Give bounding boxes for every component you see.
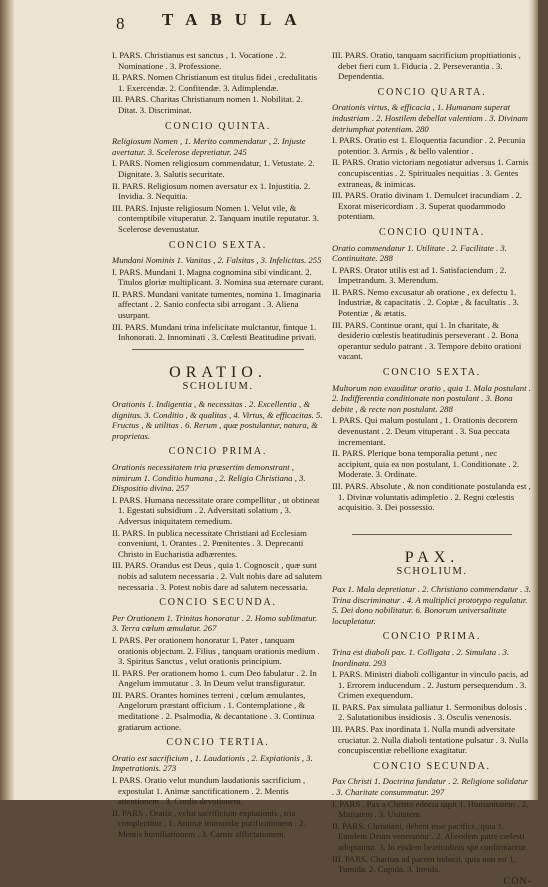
section-entry: I. PARS. Per orationem honoratur 1. Pater , tanquam orationis objectum. 2. Filius , tanquam orationis medium . 3. Spiritus Sanctus , velut orationis principium. [112,634,320,667]
concio-summary: Pax 1. Mala depretiatur . 2. Christiano commendatur . 3. Trina discriminatur . 4. A multiplici prototypo regulatur. 5. Dei dono nobilitatur. 6. Bonorum universalitate locupletatur. [332,583,531,626]
section-entry: III. PARS. Charitas Christianum nomen 1. Nobilitat. 2. Ditat. 3. Discriminat. [112,94,303,115]
concio-heading: CONCIO PRIMA. [168,446,268,458]
section-entry: III. PARS. Pax inordinata 1. Nulla mundi adversitate cruciatur. 2. Nulla diaboli tentatione pulsatur . 3. Nulla concupiscentiæ rebellione exagitatur. [332,724,529,756]
divider-rule [132,349,304,350]
scholium-heading: SCHOLIUM. [182,381,254,393]
concio-summary: Orationis virtus, & efficacia , 1. Humanam superat industriam . 2. Hostilem debellat valentiam . 3. Divinam detriumphat potentiam. 280 [332,102,528,134]
section-entry: I. PARS. Nomen religiosum commendatur, 1. Vetustate. 2. Dignitate. 3. Salutis securitate. [112,158,315,179]
right-column [332,50,532,887]
concio-summary: Orationis 1. Indigentia , & necessitas . 2. Excellentia , & dignitas. 3. Conditio , & qualitas , 4. Virtus, & efficacitas. 5. Fructus , & utilitas . 6. Rerum , quæ postulantur, natura, & proprietas. [112,399,323,441]
concio-summary: Pax Christi 1. Doctrina fundatur . 2. Religione solidatur . 3. Charitate consummatur. 297 [332,776,529,798]
section-title: PAX. [404,548,460,566]
concio-summary: Oratio est sacrificium , 1. Laudationis , 2. Expiationis , 3. Impetrationis. 273 [112,752,313,774]
section-entry: I. PARS. Oratio est 1. Eloquentia facundior . 2. Pecunia potentior. 3. Armis , & bello valentior . [332,135,526,156]
concio-heading: CONCIO QUINTA. [378,226,486,238]
concio-heading: CONCIO SEXTA. [168,239,268,251]
section-entry: II. PARS. In publica necessitate Christiani ad Ecclesiam conveniunt, 1. Orantes . 2. Pœnitentes . 3. Deprecanti Christo in Eucharistia adhærentes. [112,527,307,559]
section-entry: I. PARS. Ministri diaboli colligantur in vinculo pacis, ad 1. Errorem inducendum . 2. Justum persequendum . 3. Crimen exequendum. [332,669,529,701]
divider-rule [352,534,512,535]
concio-heading: CONCIO QUINTA. [164,120,272,132]
section-entry: II. PARS. Pax simulata palliatur 1. Sermonibus dolosis . 2. Salutationibus insidiosis . 3. Osculis venenosis. [332,701,527,723]
concio-summary: Trina est diaboli pax. 1. Colligata . 2. Simulata . 3. Inordinata. 293 [332,646,510,668]
section-entry: I. PARS . Pax a Christo edocta sapit 1. Humanitatem . 2. Mititatem . 3. Unitatem. [332,798,529,820]
concio-heading: CONCIO SEXTA. [382,367,482,379]
section-entry: II. PARS. Christiani, debent esse pacifici , quia 1. Eundem Deum venerantur . 2. Abeodem patre cœlesti adoptantur. 3. In eisdem beatitudinis spe confirmantur. [332,820,528,852]
section-entry: III. PARS. Charitas ad pacem inducit, quia non est 1. Tumida. 2. Cupida. 3. Invida. [332,853,516,875]
concio-heading: CONCIO SECUNDA. [159,597,277,609]
concio-summary: Mundani Nominis 1. Vanitas , 2. Falsitas , 3. Infelicitas. 255 [112,255,322,266]
page-header [102,6,512,34]
concio-heading: CONCIO PRIMA. [382,631,482,643]
section-entry: II. PARS. Mundani vanitate tumentes, nomina 1. Imaginaria affectant . 2. Sanio confecta sibi arrogant . 3. Aliena usurpant. [112,288,321,321]
running-title: TABULA [162,10,310,29]
book-gutter [0,0,14,800]
section-entry: I. PARS. Oratio velut mundum laudationis sacrificium , expostulat 1. Animæ sanctificationem . 2. Mentis attentionem . 3. Cordis devotionem. [112,775,306,807]
section-entry: I. PARS. Humana necessitate orare compellitur , ut obtineat 1. Egestati subsidium . 2. Adversitati solatium , 3. Adversus iniquitatem remedium. [112,494,320,526]
concio-summary: Orationis necessitatem tria præsertim demonstrant , nimirum 1. Conditio humana , 2. Religio Christiana , 3. Dispositio divina. 257 [112,462,306,494]
section-entry: III. PARS. Mundani trina infelicitate mulctantur, fintque 1. Inhonorati. 2. Innominati . 3. Cœlesti Beatitudine privati. [112,321,317,343]
section-entry: III. PARS. Oratio divinam 1. Demulcet iracundiam . 2. Exorat misericordiam . 3. Superat quodammodo potentiam. [332,190,523,222]
section-entry: II. PARS. Oratio victoriam negotiatur adversus 1. Carnis concupiscentias . 2. Spirituales nequitias . 3. Gentes extraneas, & inimicas. [332,157,529,189]
section-entry: III. PARS. Orantes homines terreni , cœlum æmulantes, Angelorum præstant officium . 1. Contemplatione , & meditatione . 2. Psalmodia, & decantatione . 3. Continua gratiarum actione. [112,689,315,732]
concio-heading: CONCIO TERTIA. [166,737,270,749]
concio-heading: CONCIO SECUNDA. [373,760,491,772]
concio-summary: Multorum non exauditur oratio , quia 1. Mala postulant . 2. Indifferentia conditionate non postulant . 3. Bona debite , & recte non postulant. 288 [332,382,531,414]
section-entry: I. PARS. Qui malum postulant , 1. Orationis decorem devenustant . 2. Deum vituperant . 3. Sua peccata incrementant. [332,415,518,447]
left-column [112,50,324,841]
spacer [332,514,532,528]
section-entry: II. PARS. Religiosum nomen aversatur ex 1. Injustitia. 2. Invidia. 3. Nequitia. [112,180,311,202]
section-entry: I. PARS. Mundani 1. Magna cognomina sibi vindicant. 2. Titulos gloriæ multiplicant. 3. Nomina sua æternare curant. [112,266,324,288]
catchword: CON- [503,875,532,887]
section-entry: II. PARS. Nomen Christianum est titulus fidei , credulitatis 1. Exercendæ. 2. Confitendæ. 3. Adimplendæ. [112,72,318,93]
section-entry: I. PARS. Orator utilis est ad 1. Satisfaciendum . 2. Impetrandum. 3. Merendum. [332,264,507,286]
concio-summary: Religiosum Nomen , 1. Merito commendatur , 2. Injuste avertatur. 3. Scelerose depretiatur. 245 [112,136,306,157]
concio-heading: CONCIO QUARTA. [377,86,487,98]
section-entry: III. PARS. Continue orant, qui 1. In charitate, & desiderio cœlestis beatitudinis perseverant . 2. Bona operantur sedulo patrant . 3. Tempore debito orationi vacant. [332,319,522,362]
section-entry: II. PARS . Oratio , velut sacrificium expiationis , tria complectitur , 1. Animæ immundæ purificationem . 2. Mentis humiliationem . 3. Carnis afflictationem. [112,807,306,839]
section-entry: III. PARS. Oratio, tanquam sacrificium propitiationis , debet fieri cum 1. Fiducia . 2. Perseverantia . 3. Dependentia. [332,50,521,82]
page-number: 8 [116,14,125,33]
section-entry: II. PARS. Nemo excusatur ab oratione , ex defectu 1. Industriæ, & capacitatis . 2. Copiæ , & facultatis . 3. Potentiæ , & ætatis. [332,286,519,319]
concio-summary: Oratio commendatur 1. Utilitate . 2. Facilitate . 3. Continuitate. 288 [332,242,507,264]
section-entry: III. PARS. Absolute , & non conditionate postulanda est , 1. Divinæ voluntatis adimpletio . 2. Regni cœlestis acquisitio. 3. Dei possessio. [332,480,531,513]
scholium-heading: SCHOLIUM. [396,566,468,578]
section-entry: II. PARS. Plerique bona temporalia petunt , nec accipiunt, quia ea non postulant, 1. Conditionate . 2. Moderate. 3. Ordinate. [332,448,520,480]
concio-summary: Per Orationem 1. Trinitas honoratur . 2. Homo sublimatur. 3. Terra cœlum æmulatur. 267 [112,612,318,634]
section-entry: II. PARS. Per orationem homo 1. cum Deo fabulatur . 2. In Angelum immutatur . 3. In Deum velut transfiguratur. [112,667,317,689]
section-entry: I. PARS. Christianus est sanctus , 1. Vocatione . 2. Nominatione . 3. Professione. [112,50,287,71]
section-entry: III. PARS. Orandus est Deus , quia 1. Cognoscit , quæ sunt nobis ad salutem necessaria . 2. Vult nobis dare ad salutem necessaria . 3. Potest nobis dare ad salutem necessaria. [112,560,322,592]
section-entry: III. PARS. Injuste religiosum Nomen 1. Velut vile, & contemptibile vituperatur. 2. Tanquam inutile reputatur. 3. Scelerose devenustatur. [112,202,319,234]
section-title: ORATIO. [169,363,267,381]
